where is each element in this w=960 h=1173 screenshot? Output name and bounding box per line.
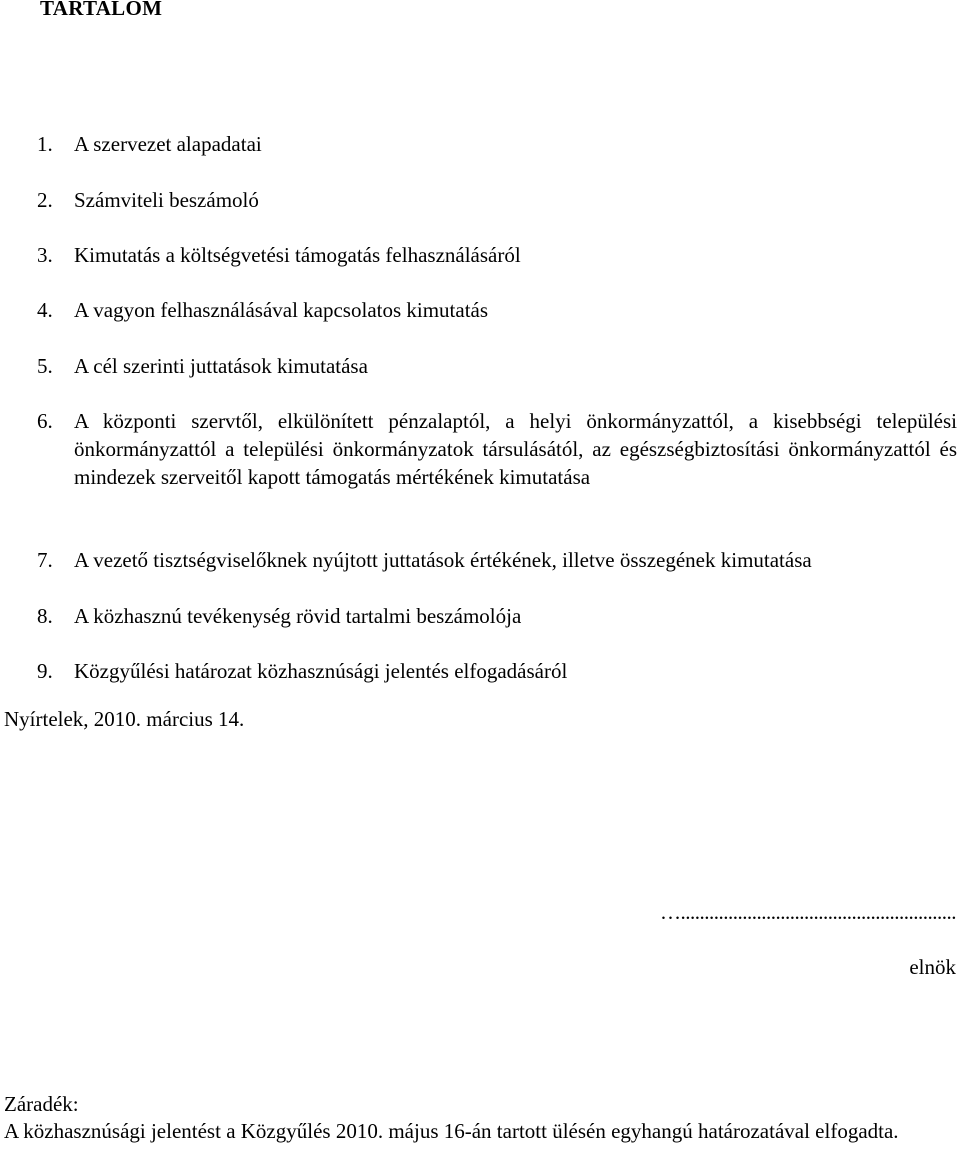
signature-line: ….......................................................... xyxy=(660,900,956,924)
toc-item-number: 8. xyxy=(37,604,53,628)
toc-item-3 xyxy=(37,241,957,296)
toc-item-number: 2. xyxy=(37,188,53,212)
toc-item-2 xyxy=(37,186,957,241)
toc-item-5 xyxy=(37,352,957,407)
toc-item-text: A vezető tisztségviselőknek nyújtott juttatások értékének, illetve összegének kimutatása xyxy=(74,548,812,572)
toc-item-7 xyxy=(37,546,957,602)
toc-item-number: 4. xyxy=(37,298,53,322)
toc-item-number: 3. xyxy=(37,243,53,267)
toc-item-number: 1. xyxy=(37,132,53,156)
clause-text: A közhasznúsági jelentést a Közgyűlés 2010. május 16-án tartott ülésén egyhangú határozatával elfogadta. xyxy=(4,1119,899,1143)
toc-item-text: A szervezet alapadatai xyxy=(74,132,262,156)
toc-item-text: Számviteli beszámoló xyxy=(74,188,259,212)
toc-item-number: 6. xyxy=(37,409,53,433)
toc-item-1 xyxy=(37,130,957,186)
clause-label: Záradék: xyxy=(4,1092,79,1116)
toc-item-text: A központi szervtől, elkülönített pénzalaptól, a helyi önkormányzattól, a kisebbségi települési önkormányzattól a települési önkormányzatok társulásától, az egészségbiztosítási önkormányzattól és mindezek szerveitől kapott támogatás mértékének kimutatása xyxy=(74,409,957,489)
signature-role: elnök xyxy=(909,955,956,979)
place-and-date: Nyírtelek, 2010. március 14. xyxy=(4,707,245,731)
toc-item-text: Kimutatás a költségvetési támogatás felhasználásáról xyxy=(74,243,521,267)
toc-item-number: 9. xyxy=(37,659,53,683)
toc-item-number: 7. xyxy=(37,548,53,572)
toc-item-6 xyxy=(37,407,957,546)
toc-item-8 xyxy=(37,602,957,657)
toc-item-number: 5. xyxy=(37,354,53,378)
toc-item-text: Közgyűlési határozat közhasznúsági jelentés elfogadásáról xyxy=(74,659,568,683)
toc-item-text: A cél szerinti juttatások kimutatása xyxy=(74,354,368,378)
toc-item-text: A vagyon felhasználásával kapcsolatos kimutatás xyxy=(74,298,489,322)
document-title: TARTALOM xyxy=(40,0,163,20)
toc-item-4 xyxy=(37,296,957,352)
toc-item-text: A közhasznú tevékenység rövid tartalmi beszámolója xyxy=(74,604,522,628)
table-of-contents xyxy=(37,130,957,713)
